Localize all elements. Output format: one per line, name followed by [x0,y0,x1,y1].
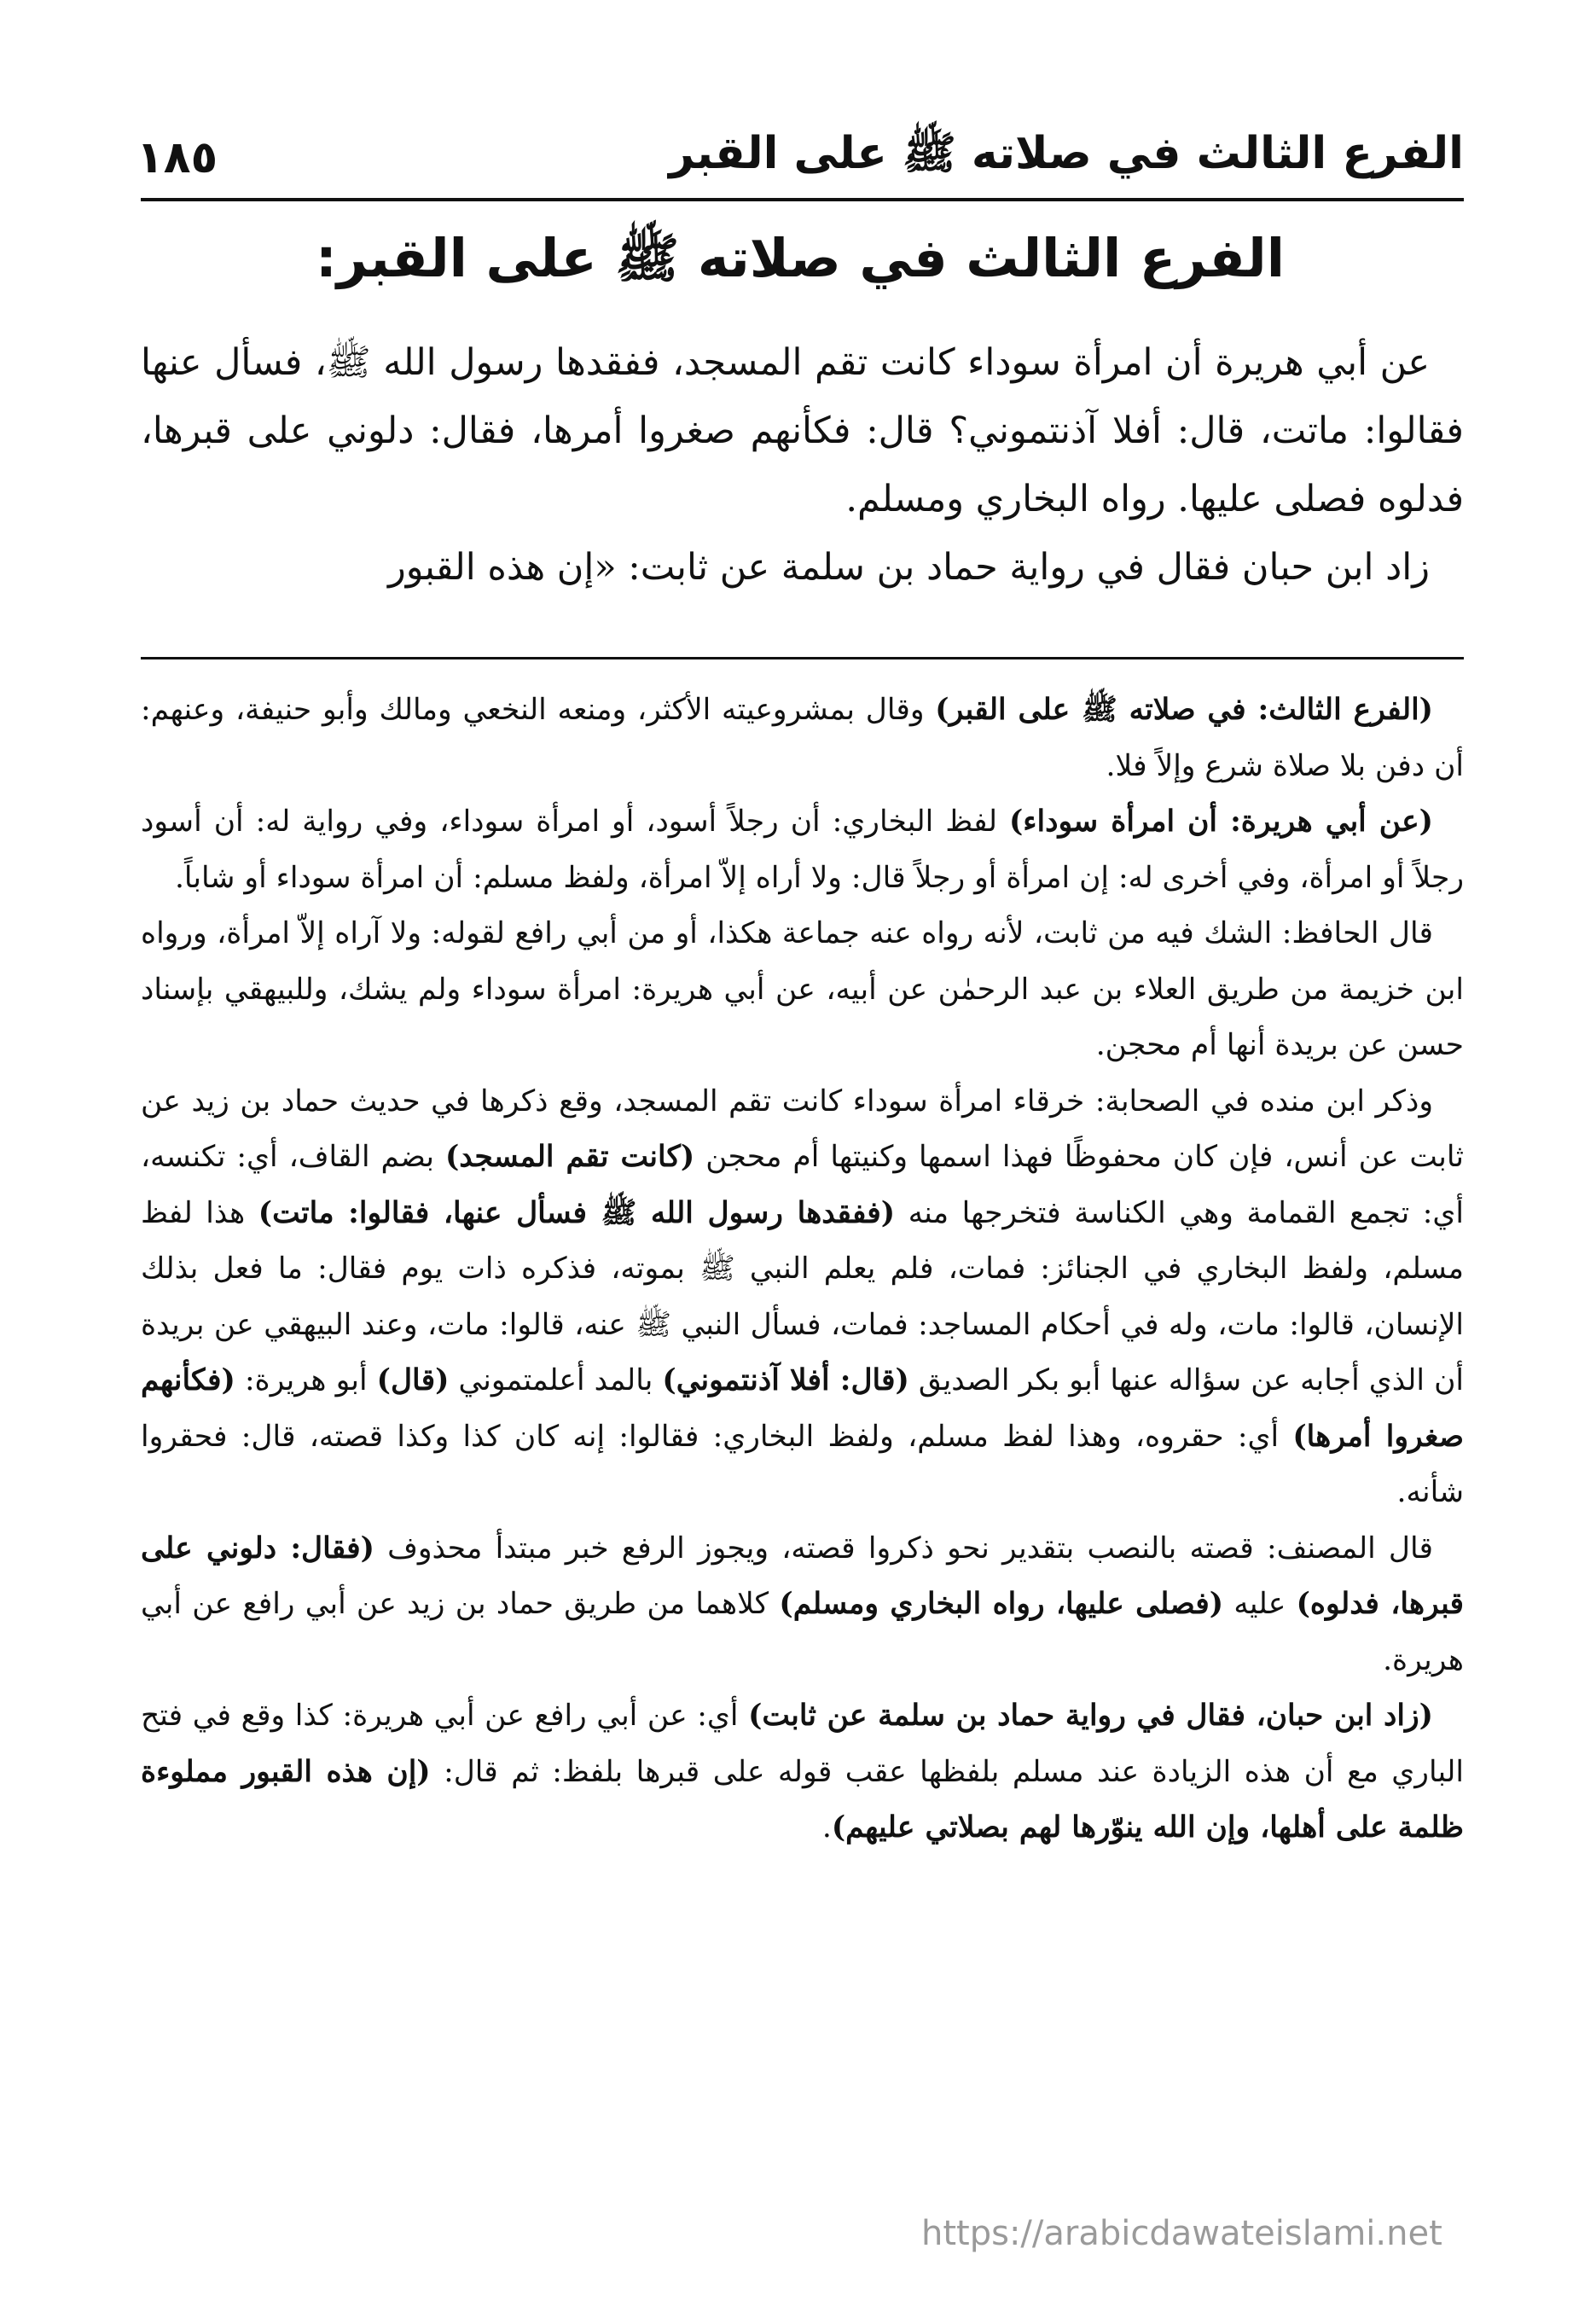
commentary-text: وقال بمشروعيته الأكثر، ومنعه النخعي ومالك وأبو حنيفة، وعنهم: أن دفن بلا صلاة شرع وإلاً فلا. [141,693,1464,783]
quoted-text: (الفرع الثالث: في صلاته ﷺ على القبر) [935,693,1433,727]
commentary-rule [141,657,1464,659]
watermark-url: https://arabicdawateislami.net [921,2214,1442,2253]
commentary-paragraph [141,794,1464,906]
quoted-text: (كانت تقم المسجد) [444,1140,695,1174]
commentary-text: هذا لفظ مسلم، ولفظ البخاري في الجنائز: فمات، فلم يعلم النبي ﷺ بموته، فذكره ذات يوم فقال: ما فعل بذلك الإنسان، قالوا: مات، وله في أحكام المساجد: فمات، فسأل النبي ﷺ عنه، قالوا: مات، وعند البيهقي عن بريدة أن الذي أجابه عن سؤاله عنها أبو بكر الصديق [141,1195,1464,1397]
commentary-text: قال المصنف: قصته بالنصب بتقدير نحو ذكروا قصته، ويجوز الرفع خبر مبتدأ محذوف [374,1531,1433,1566]
main-text [141,328,1464,601]
quoted-text: (فقال: دلوني على قبرها، فدلوه) [141,1531,1464,1621]
commentary-paragraph [141,1521,1464,1689]
quoted-text: (زاد ابن حبان، فقال في رواية حماد بن سلمة عن ثابت) [748,1699,1433,1733]
quoted-text: (عن أبي هريرة: أن امرأة سوداء) [1008,805,1433,839]
running-header [136,119,1464,196]
quoted-text: (ففقدها رسول الله ﷺ فسأل عنها، فقالوا: ماتت) [258,1195,896,1230]
commentary-text: بالمد أعلمتموني [449,1363,663,1397]
commentary [141,683,1464,1856]
commentary-text: قال الحافظ: الشك فيه من ثابت، لأنه رواه عنه جماعة هكذا، أو من أبي رافع لقوله: ولا آراه إلاّ امرأة، ورواه ابن خزيمة من طريق العلاء بن عبد الرحمٰن عن أبيه، عن أبي هريرة: امرأة سوداء ولم يشك، وللبيهقي بإسناد حسن عن بريدة أنها أم محجن. [141,916,1464,1062]
commentary-text: أي: حقروه، وهذا لفظ مسلم، ولفظ البخاري: فقالوا: إنه كان كذا وكذا قصته، قال: فحقروا شأنه. [141,1419,1464,1509]
commentary-text: أي: عن أبي رافع عن أبي هريرة: كذا وقع في فتح الباري مع أن هذه الزيادة عند مسلم بلفظها عقب قوله على قبرها بلفظ: ثم قال: [141,1699,1464,1789]
quoted-text: (إن هذه القبور مملوءة ظلمة على أهلها، وإن الله ينوّرها لهم بصلاتي عليهم) [141,1754,1464,1845]
commentary-text: لفظ البخاري: أن رجلاً أسود، أو امرأة سوداء، وفي رواية له: أن أسود رجلاً أو امرأة، وفي أخرى له: إن امرأة أو رجلاً قال: ولا أراه إلاّ امرأة، ولفظ مسلم: أن امرأة سوداء أو شاباً. [141,805,1464,895]
commentary-paragraph [141,1688,1464,1856]
commentary-text: . [821,1810,832,1845]
section-title: الفرع الثالث في صلاته ﷺ على القبر: [316,227,1285,289]
main-paragraph: زاد ابن حبان فقال في رواية حماد بن سلمة عن ثابت: «إن هذه القبور [387,546,1430,589]
commentary-paragraph [141,1074,1464,1521]
quoted-text: (فصلى عليها، رواه البخاري ومسلم) [779,1587,1224,1621]
commentary-text: بضم القاف، أي: تكنسه، أي: تجمع القمامة وهي الكناسة فتخرجها منه [141,1140,1464,1230]
running-title: الفرع الثالث في صلاته ﷺ على القبر [669,127,1464,179]
header-rule [141,198,1464,201]
quoted-text: (فكأنهم صغروا أمرها) [141,1363,1464,1454]
page-number: ١٨٥ [136,132,218,183]
commentary-paragraph [141,906,1464,1074]
main-paragraph: عن أبي هريرة أن امرأة سوداء كانت تقم المسجد، ففقدها رسول الله ﷺ، فسأل عنها فقالوا: ماتت، قال: أفلا آذنتموني؟ قال: فكأنهم صغروا أمرها، فقال: دلوني على قبرها، فدلوه فصلى عليها. رواه البخاري ومسلم. [141,341,1464,520]
commentary-text: عليه [1223,1587,1297,1621]
quoted-text: (قال: أفلا آذنتموني) [662,1363,909,1397]
quoted-text: (قال) [376,1363,450,1397]
commentary-text: كلاهما من طريق حماد بن زيد عن أبي رافع عن أبي هريرة. [141,1587,1464,1677]
commentary-text: وذكر ابن منده في الصحابة: خرقاء امرأة سوداء كانت تقم المسجد، وقع ذكرها في حديث حماد بن زيد عن ثابت عن أنس، فإن كان محفوظًا فهذا اسمها وكنيتها أم محجن [141,1084,1464,1174]
commentary-text: أبو هريرة: [235,1363,377,1397]
commentary-paragraph [141,683,1464,794]
